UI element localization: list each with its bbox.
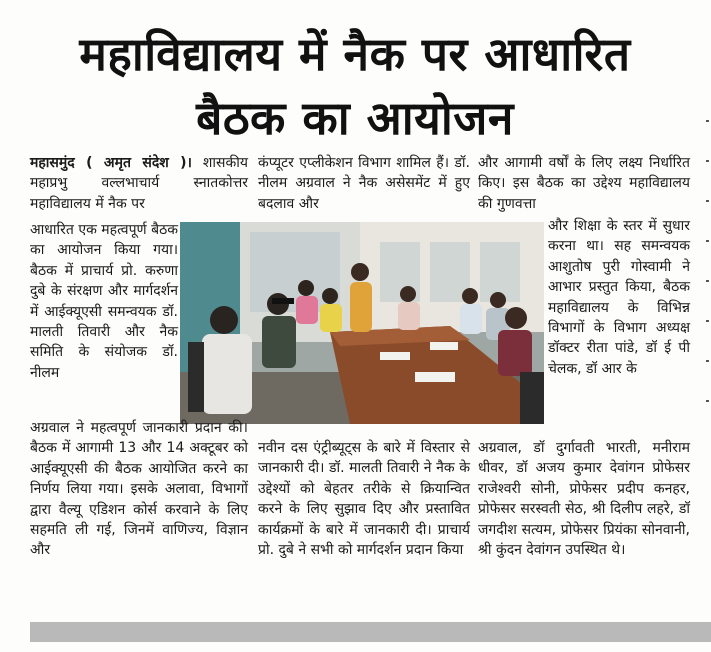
article-text-col3-top: और आगामी वर्षों के लिए लक्ष्य निर्धारित किए। इस बैठक का उद्देश्य महाविद्यालय की गुणवत्ता bbox=[478, 155, 690, 212]
article-column-1-top bbox=[30, 153, 248, 214]
article-text-col1-top: शासकीय महाप्रभु वल्लभाचार्य स्नातकोत्तर महाविद्यालय में नैक पर bbox=[30, 155, 248, 212]
article-column-1-bottom bbox=[30, 418, 248, 561]
bottom-grey-bar bbox=[30, 622, 711, 642]
article-column-3-top bbox=[478, 153, 690, 214]
dateline: महासमुंद ( अमृत संदेश )। bbox=[30, 155, 192, 171]
article-column-2-top bbox=[258, 153, 470, 214]
article-text-col1-narrow: आधारित एक महत्वपूर्ण बैठक का आयोजन किया गया। बैठक में प्राचार्य प्रो. करुणा दुबे के संरक्षण और मार्गदर्शन में आईक्यूएसी समन्वयक डॉ. मालती तिवारी और नैक समिति के संयोजक डॉ. नीलम bbox=[30, 222, 178, 381]
article-column-3-narrow bbox=[548, 216, 690, 379]
article-column-2-bottom bbox=[258, 438, 470, 560]
meeting-photo-illustration bbox=[180, 222, 544, 424]
headline-line-1: महाविद्यालय में नैक पर आधारित bbox=[79, 27, 631, 81]
headline bbox=[20, 22, 690, 150]
adjacent-column-edge bbox=[698, 110, 711, 430]
article-text-col1-bottom: अग्रवाल ने महत्वपूर्ण जानकारी प्रदान की। बैठक में आगामी 13 और 14 अक्टूबर को आईक्यूएसी की बैठक आयोजित करने का निर्णय लिया गया। इसके अलावा, विभागों द्वारा वैल्यू एडिशन कोर्स करवाने के लिए सहमति ली गई, जिनमें वाणिज्य, विज्ञान और bbox=[30, 420, 248, 559]
meeting-photo bbox=[180, 222, 544, 424]
article-text-col3-bottom: अग्रवाल, डॉ दुर्गावती भारती, मनीराम धीवर, डॉ अजय कुमार देवांगन प्रोफेसर राजेश्वरी सोनी, प्रोफेसर प्रदीप कनहर, प्रोफेसर सरस्वती सेठ, श्री दिलीप लहरे, डॉ जगदीश सत्यम, प्रोफेसर प्रियंका सोनवानी, श्री कुंदन देवांगन उपस्थित थे। bbox=[478, 440, 690, 559]
article-column-1-narrow bbox=[30, 220, 178, 383]
article-column-3-bottom bbox=[478, 438, 690, 560]
article-text-col2-top: कंप्यूटर एप्लीकेशन विभाग शामिल हैं। डॉ. नीलम अग्रवाल ने नैक असेसमेंट में हुए बदलाव और bbox=[258, 155, 470, 212]
article-text-col2-bottom: नवीन दस एंट्रीब्यूट्स के बारे में विस्तार से जानकारी दी। डॉ. मालती तिवारी ने नैक के उद्देश्यों को बेहतर तरीके से क्रियान्वित करने के लिए सुझाव दिए और प्रस्तावित कार्यक्रमों के बारे में जानकारी दी। प्राचार्य प्रो. दुबे ने सभी को मार्गदर्शन प्रदान किया bbox=[258, 440, 470, 559]
headline-line-2: बैठक का आयोजन bbox=[196, 91, 514, 145]
article-text-col3-narrow: और शिक्षा के स्तर में सुधार करना था। सह समन्वयक आशुतोष पुरी गोस्वामी ने आभार प्रस्तुत किया, बैठक महाविद्यालय के विभिन्न विभागों के विभाग अध्यक्ष डॉक्टर रीता पांडे, डॉ ई पी चेलक, डॉ आर के bbox=[548, 218, 690, 377]
